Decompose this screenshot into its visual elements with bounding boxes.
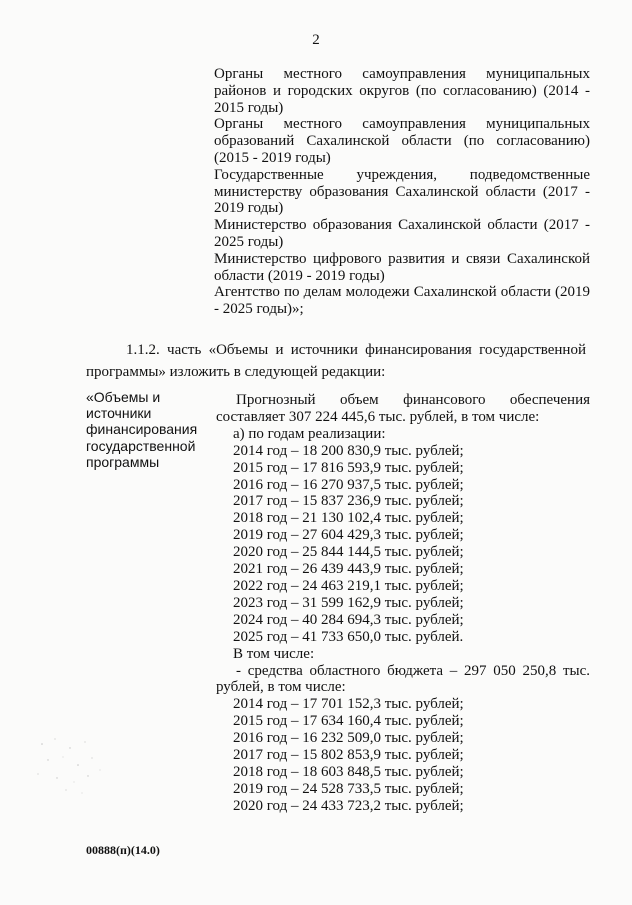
- year-line: 2025 год – 41 733 650,0 тыс. рублей.: [233, 628, 464, 645]
- section-label-line: «Объемы и: [86, 389, 161, 405]
- year-line: 2015 год – 17 816 593,9 тыс. рублей;: [233, 459, 464, 476]
- year-line: 2017 год – 15 837 236,9 тыс. рублей;: [233, 493, 464, 510]
- year-line: 2024 год – 40 284 694,3 тыс. рублей;: [233, 611, 464, 628]
- regional-year-line: 2016 год – 16 232 509,0 тыс. рублей;: [233, 730, 464, 747]
- amendment-paragraph: 1.1.2. часть «Объемы и источники финансирования государственной программы» изложить в следующей редакции:: [86, 342, 586, 380]
- scan-noise: [30, 730, 120, 800]
- including-label: В том числе:: [233, 645, 315, 662]
- regional-year-line: 2018 год – 18 603 848,5 тыс. рублей;: [233, 763, 464, 780]
- responsible-executors-list: [214, 66, 590, 318]
- section-label-line: финансирования: [86, 421, 198, 438]
- forecast-text: Прогнозный объем финансового обеспечения составляет 307 224 445,6 тыс. рублей, в том числе:: [216, 392, 590, 425]
- section-label-line: государственной: [86, 437, 196, 454]
- section-label-line: программы: [86, 453, 160, 470]
- responsible-item: Органы местного самоуправления муниципальных районов и городских округов (по согласованию) (2014 - 2015 годы): [214, 66, 590, 116]
- regional-year-line: 2019 год – 24 528 733,5 тыс. рублей;: [233, 780, 464, 797]
- section-label-line: источники: [86, 405, 152, 422]
- year-line: 2021 год – 26 439 443,9 тыс. рублей;: [233, 561, 464, 578]
- responsible-item: Министерство цифрового развития и связи Сахалинской области (2019 - 2019 годы): [214, 250, 590, 284]
- section-label: [86, 389, 211, 470]
- regional-budget-text: - средства областного бюджета – 297 050 250,8 тыс. рублей, в том числе:: [216, 662, 590, 696]
- responsible-item: Агентство по делам молодежи Сахалинской области (2019 - 2025 годы)»;: [214, 284, 590, 318]
- regional-year-line: 2020 год – 24 433 723,2 тыс. рублей;: [233, 797, 464, 814]
- year-line: 2020 год – 25 844 144,5 тыс. рублей;: [233, 544, 464, 561]
- year-line: 2023 год – 31 599 162,9 тыс. рублей;: [233, 594, 464, 611]
- year-line: 2022 год – 24 463 219,1 тыс. рублей;: [233, 577, 464, 594]
- responsible-item: Государственные учреждения, подведомственные министерству образования Сахалинской области (2017 - 2019 годы): [214, 166, 590, 217]
- regional-year-line: 2015 год – 17 634 160,4 тыс. рублей;: [233, 713, 464, 730]
- responsible-item: Министерство образования Сахалинской области (2017 - 2025 годы): [214, 217, 590, 250]
- year-line: 2014 год – 18 200 830,9 тыс. рублей;: [233, 442, 464, 459]
- year-line: 2016 год – 16 270 937,5 тыс. рублей;: [233, 476, 464, 493]
- regional-year-line: 2017 год – 15 802 853,9 тыс. рублей;: [233, 747, 464, 764]
- regional-year-line: 2014 год – 17 701 152,3 тыс. рублей;: [233, 696, 464, 713]
- year-line: 2019 год – 27 604 429,3 тыс. рублей;: [233, 527, 464, 544]
- financing-details: [216, 392, 590, 815]
- year-line: 2018 год – 21 130 102,4 тыс. рублей;: [233, 510, 464, 527]
- by-years-label: а) по годам реализации:: [233, 425, 386, 442]
- document-code: 00888(п)(14.0): [86, 843, 160, 857]
- responsible-item: Органы местного самоуправления муниципальных образований Сахалинской области (по согласованию) (2015 - 2019 годы): [214, 116, 590, 166]
- page-number: 2: [312, 32, 320, 48]
